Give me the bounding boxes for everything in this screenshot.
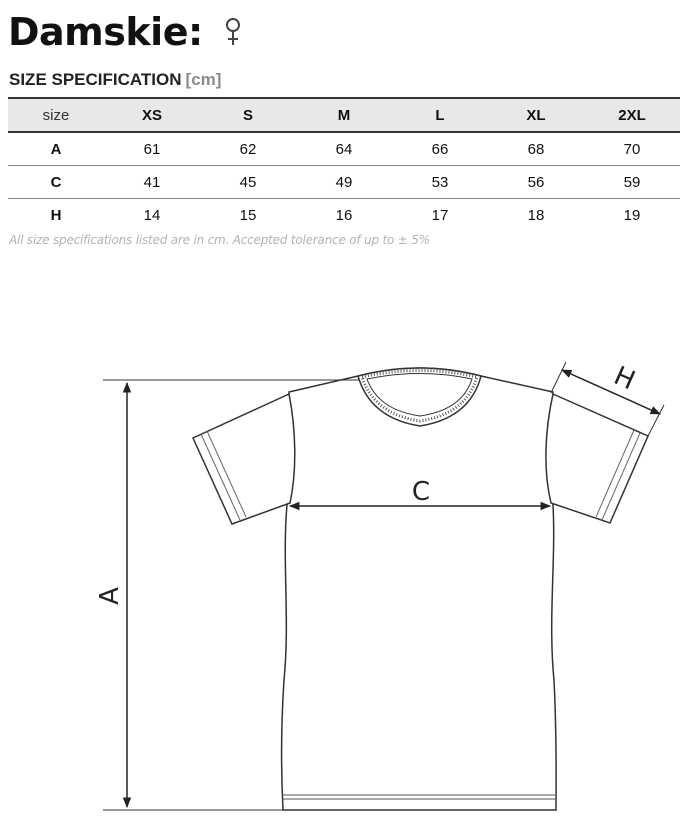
table-cell: 49 bbox=[296, 166, 392, 199]
table-cell: 16 bbox=[335, 206, 353, 224]
row-label: H bbox=[50, 206, 62, 224]
table-cell: 15 bbox=[239, 206, 257, 224]
table-row bbox=[8, 132, 680, 166]
table-cell: 41 bbox=[104, 166, 200, 199]
size-spec-label: SIZE SPECIFICATION bbox=[9, 70, 182, 89]
table-cell: 66 bbox=[392, 132, 488, 166]
table-corner-cell: size bbox=[8, 98, 104, 132]
table-cell: 17 bbox=[431, 206, 449, 224]
table-cell: 18 bbox=[527, 206, 545, 224]
column-header: L bbox=[392, 98, 488, 132]
left-sleeve bbox=[193, 394, 295, 524]
tolerance-note: All size specifications listed are in cm. Accepted tolerance of up to ± 5% bbox=[9, 233, 430, 247]
tshirt-illustration bbox=[0, 280, 680, 831]
table-cell: 61 bbox=[104, 132, 200, 166]
table-row bbox=[8, 166, 680, 199]
column-header: XS bbox=[104, 98, 200, 132]
table-cell: 56 bbox=[488, 166, 584, 199]
table-cell: 62 bbox=[200, 132, 296, 166]
table-cell: 19 bbox=[623, 206, 641, 224]
dimension-c-label: C bbox=[411, 477, 431, 507]
table-cell: 64 bbox=[296, 132, 392, 166]
page-title bbox=[8, 4, 241, 60]
dimension-h-left-guide bbox=[551, 362, 566, 393]
tshirt-outline bbox=[282, 368, 557, 810]
right-sleeve bbox=[546, 394, 648, 523]
column-header: S bbox=[200, 98, 296, 132]
row-label: A bbox=[8, 132, 104, 166]
table-cell: 70 bbox=[584, 132, 680, 166]
dimension-h-label: H bbox=[609, 361, 640, 397]
table-cell: 14 bbox=[143, 206, 161, 224]
row-label: C bbox=[8, 166, 104, 199]
title-text: Damskie: bbox=[8, 10, 203, 54]
table-cell: 68 bbox=[488, 132, 584, 166]
table-row bbox=[8, 199, 680, 232]
size-table bbox=[8, 97, 680, 231]
tshirt-diagram bbox=[0, 280, 680, 831]
table-cell: 45 bbox=[200, 166, 296, 199]
column-header: XL bbox=[488, 98, 584, 132]
column-header: 2XL bbox=[584, 98, 680, 132]
table-cell: 53 bbox=[392, 166, 488, 199]
dimension-a-label: A bbox=[95, 587, 125, 605]
column-header: M bbox=[296, 98, 392, 132]
table-cell: 59 bbox=[584, 166, 680, 199]
female-symbol-icon bbox=[225, 17, 241, 51]
size-spec-unit: [cm] bbox=[185, 70, 222, 89]
table-header-row bbox=[8, 98, 680, 132]
size-spec-heading bbox=[9, 70, 221, 90]
